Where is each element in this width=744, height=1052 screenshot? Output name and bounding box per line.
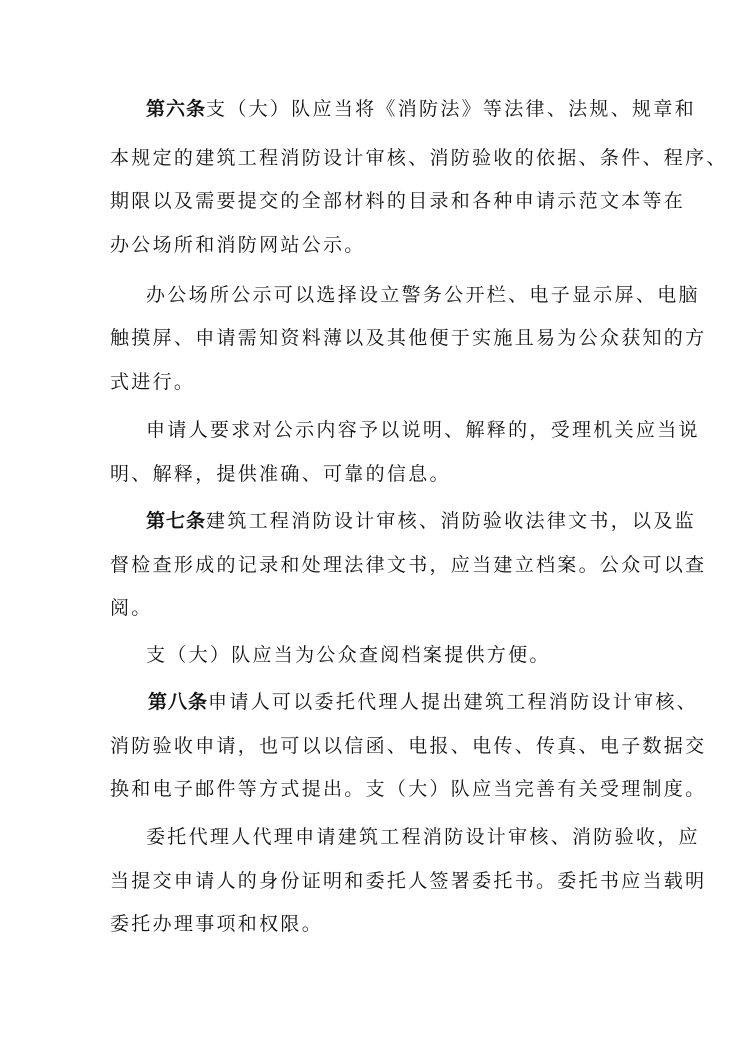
paragraph-text: 建筑工程消防设计审核、消防验收法律文书，以及监 (206, 510, 696, 532)
paragraph-line: 换和电子邮件等方式提出。支（大）队应当完善有关受理制度。 (110, 778, 707, 800)
paragraph-line (148, 690, 744, 714)
paragraph-text: 申请人可以委托代理人提出建筑工程消防设计审核、 (208, 691, 698, 713)
paragraph-text: 支（大）队应当将《消防法》等法律、法规、规章和 (206, 98, 696, 120)
paragraph-line: 当提交申请人的身份证明和委托人签署委托书。委托书应当载明 (110, 870, 707, 892)
paragraph-line: 期限以及需要提交的全部材料的目录和各种申请示范文本等在 (110, 190, 686, 212)
paragraph-line: 委托办理事项和权限。 (110, 913, 324, 935)
paragraph-line: 触摸屏、申请需知资料薄以及其他便于实施且易为公众获知的方 (110, 327, 707, 349)
paragraph-line: 明、解释，提供准确、可靠的信息。 (110, 463, 451, 485)
article-heading: 第六条 (146, 98, 207, 120)
paragraph-line: 委托代理人代理申请建筑工程消防设计审核、消防验收，应 (146, 826, 700, 848)
paragraph-line: 消防验收申请，也可以以信函、电报、电传、传真、电子数据交 (110, 735, 707, 757)
paragraph-line (146, 509, 744, 533)
paragraph-line: 阅。 (110, 597, 153, 619)
paragraph-line: 办公场所和消防网站公示。 (110, 234, 366, 256)
paragraph-line: 申请人要求对公示内容予以说明、解释的，受理机关应当说 (146, 419, 700, 441)
paragraph-line: 督检查形成的记录和处理法律文书，应当建立档案。公众可以查 (110, 554, 707, 576)
paragraph-line: 支（大）队应当为公众查阅档案提供方便。 (146, 644, 551, 666)
paragraph-line (146, 97, 744, 121)
paragraph-line: 式进行。 (110, 371, 196, 393)
paragraph-line: 本规定的建筑工程消防设计审核、消防验收的依据、条件、程序、 (110, 147, 728, 169)
article-heading: 第七条 (146, 510, 207, 532)
paragraph-line: 办公场所公示可以选择设立警务公开栏、电子显示屏、电脑 (146, 284, 700, 306)
article-heading: 第八条 (148, 691, 209, 713)
